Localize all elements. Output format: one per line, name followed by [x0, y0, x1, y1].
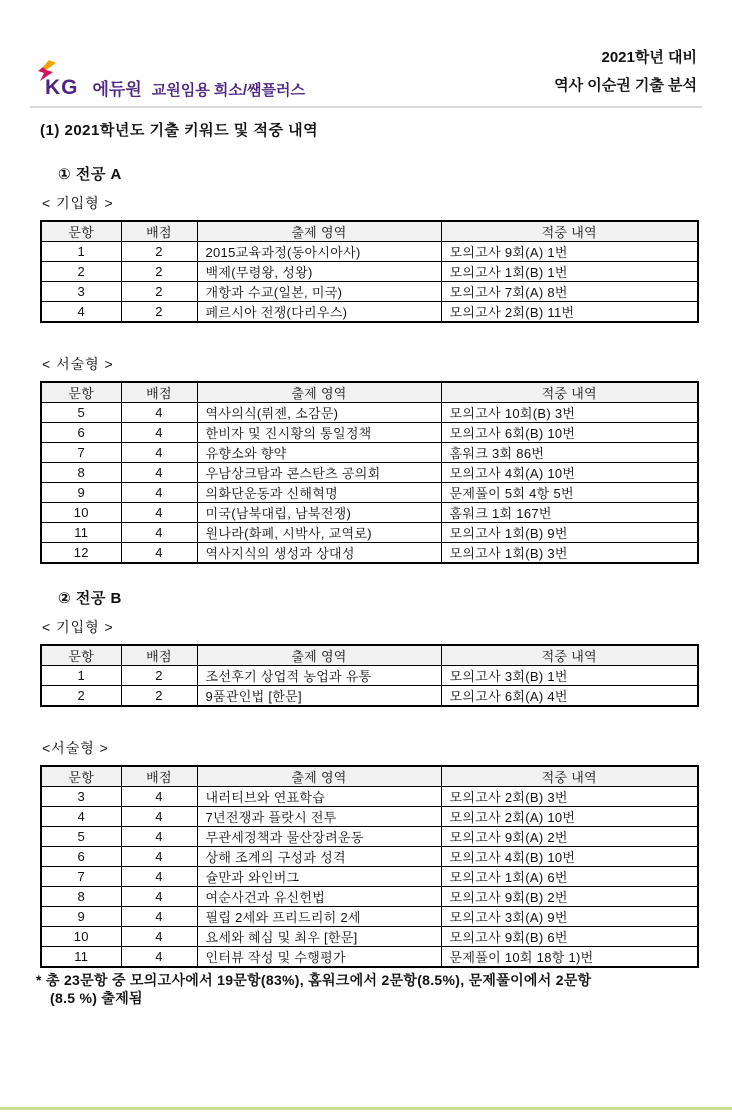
cell-points: 2 [121, 302, 197, 323]
cell-topic: 한비자 및 진시황의 통일정책 [197, 423, 441, 443]
cell-hit-detail: 모의고사 9회(B) 2번 [441, 887, 698, 907]
cell-points: 4 [121, 523, 197, 543]
doc-title-line1: 2021학년 대비 [601, 49, 697, 66]
cell-question-no: 7 [41, 867, 121, 887]
table-header-row [41, 221, 698, 242]
cell-points: 4 [121, 807, 197, 827]
exam-analysis-table [40, 220, 699, 323]
cell-hit-detail: 모의고사 9회(A) 1번 [441, 242, 698, 262]
table-row [41, 543, 698, 564]
cell-topic: 조선후기 상업적 농업과 유통 [197, 666, 441, 686]
column-header: 문항 [41, 382, 121, 403]
cell-question-no: 6 [41, 847, 121, 867]
column-header: 출제 영역 [197, 766, 441, 787]
column-header: 적중 내역 [441, 645, 698, 666]
cell-topic: 의화단운동과 신해혁명 [197, 483, 441, 503]
table-header-row [41, 766, 698, 787]
cell-question-no: 10 [41, 503, 121, 523]
cell-topic: 인터뷰 작성 및 수행평가 [197, 947, 441, 968]
cell-question-no: 9 [41, 907, 121, 927]
cell-topic: 역사의식(뤼젠, 소감문) [197, 403, 441, 423]
header-divider [30, 106, 702, 108]
cell-topic: 백제(무령왕, 성왕) [197, 262, 441, 282]
cell-topic: 요세와 혜심 및 최우 [한문] [197, 927, 441, 947]
cell-question-no: 1 [41, 242, 121, 262]
cell-hit-detail: 문제풀이 5회 4항 5번 [441, 483, 698, 503]
table-row [41, 787, 698, 807]
table-row [41, 503, 698, 523]
table-row [41, 463, 698, 483]
section-label: ② 전공 B [58, 590, 122, 607]
document-body [0, 119, 732, 1007]
column-header: 문항 [41, 645, 121, 666]
cell-hit-detail: 모의고사 1회(B) 3번 [441, 543, 698, 564]
cell-hit-detail: 모의고사 6회(A) 4번 [441, 686, 698, 707]
column-header: 배점 [121, 645, 197, 666]
cell-points: 4 [121, 787, 197, 807]
cell-points: 4 [121, 403, 197, 423]
cell-hit-detail: 모의고사 2회(A) 10번 [441, 807, 698, 827]
cell-points: 4 [121, 423, 197, 443]
question-type-label: < 기입형 > [42, 195, 114, 211]
exam-analysis-table [40, 765, 699, 968]
cell-hit-detail: 모의고사 1회(B) 9번 [441, 523, 698, 543]
cell-topic: 우남상크탐과 콘스탄츠 공의회 [197, 463, 441, 483]
table-row [41, 666, 698, 686]
cell-question-no: 10 [41, 927, 121, 947]
cell-hit-detail: 모의고사 1회(A) 6번 [441, 867, 698, 887]
cell-points: 2 [121, 282, 197, 302]
table-header-row [41, 645, 698, 666]
column-header: 배점 [121, 382, 197, 403]
cell-topic: 원나라(화폐, 시박사, 교역로) [197, 523, 441, 543]
cell-topic: 9품관인법 [한문] [197, 686, 441, 707]
cell-topic: 무관세정책과 물산장려운동 [197, 827, 441, 847]
cell-topic: 페르시아 전쟁(다리우스) [197, 302, 441, 323]
cell-question-no: 4 [41, 302, 121, 323]
sections-host [40, 163, 697, 968]
cell-points: 4 [121, 907, 197, 927]
column-header: 적중 내역 [441, 382, 698, 403]
kg-logo-text: KG [45, 76, 79, 99]
cell-topic: 미국(남북대립, 남북전쟁) [197, 503, 441, 523]
table-row [41, 403, 698, 423]
cell-hit-detail: 문제풀이 10회 18항 1)번 [441, 947, 698, 968]
section-label: ① 전공 A [58, 166, 122, 183]
cell-points: 4 [121, 847, 197, 867]
cell-topic: 2015교육과정(동아시아사) [197, 242, 441, 262]
cell-question-no: 5 [41, 403, 121, 423]
table-row [41, 423, 698, 443]
cell-topic: 개항과 수교(일본, 미국) [197, 282, 441, 302]
cell-hit-detail: 모의고사 2회(B) 11번 [441, 302, 698, 323]
cell-points: 2 [121, 686, 197, 707]
kg-eduone-logo [45, 75, 305, 100]
cell-points: 4 [121, 827, 197, 847]
cell-topic: 역사지식의 생성과 상대성 [197, 543, 441, 564]
exam-section [40, 587, 697, 968]
table-row [41, 867, 698, 887]
table-row [41, 302, 698, 323]
column-header: 문항 [41, 221, 121, 242]
cell-points: 2 [121, 262, 197, 282]
document-titles [554, 44, 697, 100]
question-type-label: < 기입형 > [42, 619, 114, 635]
cell-hit-detail: 모의고사 2회(B) 3번 [441, 787, 698, 807]
cell-points: 2 [121, 242, 197, 262]
footnote-line2: (8.5 %) 출제됨 [50, 990, 143, 1006]
table-row [41, 887, 698, 907]
table-row [41, 847, 698, 867]
cell-points: 4 [121, 503, 197, 523]
cell-question-no: 2 [41, 686, 121, 707]
table-row [41, 947, 698, 968]
cell-topic: 슐만과 와인버그 [197, 867, 441, 887]
column-header: 적중 내역 [441, 221, 698, 242]
cell-points: 2 [121, 666, 197, 686]
column-header: 출제 영역 [197, 645, 441, 666]
question-type-label: <서술형 > [42, 740, 109, 756]
cell-question-no: 5 [41, 827, 121, 847]
column-header: 적중 내역 [441, 766, 698, 787]
cell-hit-detail: 모의고사 3회(A) 9번 [441, 907, 698, 927]
cell-hit-detail: 모의고사 10회(B) 3번 [441, 403, 698, 423]
table-row [41, 927, 698, 947]
table-row [41, 686, 698, 707]
doc-title-line2: 역사 이순권 기출 분석 [554, 77, 697, 94]
cell-points: 4 [121, 927, 197, 947]
table-row [41, 807, 698, 827]
cell-question-no: 3 [41, 787, 121, 807]
table-row [41, 443, 698, 463]
table-row [41, 242, 698, 262]
cell-topic: 상해 조계의 구성과 성격 [197, 847, 441, 867]
cell-points: 4 [121, 463, 197, 483]
column-header: 출제 영역 [197, 382, 441, 403]
cell-points: 4 [121, 543, 197, 564]
cell-topic: 내러티브와 연표학습 [197, 787, 441, 807]
cell-topic: 필립 2세와 프리드리히 2세 [197, 907, 441, 927]
cell-hit-detail: 모의고사 1회(B) 1번 [441, 262, 698, 282]
cell-question-no: 2 [41, 262, 121, 282]
column-header: 배점 [121, 766, 197, 787]
cell-question-no: 1 [41, 666, 121, 686]
cell-points: 4 [121, 483, 197, 503]
cell-hit-detail: 모의고사 7회(A) 8번 [441, 282, 698, 302]
table-row [41, 827, 698, 847]
table-row [41, 483, 698, 503]
cell-points: 4 [121, 867, 197, 887]
exam-analysis-table [40, 381, 699, 564]
table-row [41, 282, 698, 302]
footnote-line1: * 총 23문항 중 모의고사에서 19문항(83%), 홈워크에서 2문항(8.5%), 문제풀이에서 2문항 [36, 972, 592, 988]
exam-section [40, 163, 697, 564]
cell-question-no: 11 [41, 523, 121, 543]
exam-analysis-table [40, 644, 699, 707]
cell-points: 4 [121, 443, 197, 463]
cell-question-no: 6 [41, 423, 121, 443]
column-header: 문항 [41, 766, 121, 787]
table-row [41, 907, 698, 927]
footnote [36, 971, 697, 1007]
cell-hit-detail: 홈워크 1회 167번 [441, 503, 698, 523]
cell-hit-detail: 홈워크 3회 86번 [441, 443, 698, 463]
cell-question-no: 11 [41, 947, 121, 968]
brand-suffix-text: 교원임용 희소/쌤플러스 [151, 82, 306, 99]
cell-topic: 여순사건과 유신헌법 [197, 887, 441, 907]
main-title: (1) 2021학년도 기출 키워드 및 적중 내역 [40, 122, 319, 139]
cell-hit-detail: 모의고사 9회(B) 6번 [441, 927, 698, 947]
page-bottom-rule [0, 1107, 732, 1110]
cell-question-no: 12 [41, 543, 121, 564]
cell-points: 4 [121, 887, 197, 907]
brand-text: 에듀원 [92, 80, 142, 99]
cell-question-no: 7 [41, 443, 121, 463]
cell-question-no: 9 [41, 483, 121, 503]
table-row [41, 262, 698, 282]
cell-hit-detail: 모의고사 4회(B) 10번 [441, 847, 698, 867]
cell-question-no: 8 [41, 887, 121, 907]
cell-topic: 7년전쟁과 플랏시 전투 [197, 807, 441, 827]
cell-topic: 유향소와 향약 [197, 443, 441, 463]
cell-hit-detail: 모의고사 6회(B) 10번 [441, 423, 698, 443]
question-type-label: < 서술형 > [42, 356, 114, 372]
table-row [41, 523, 698, 543]
column-header: 출제 영역 [197, 221, 441, 242]
cell-hit-detail: 모의고사 9회(A) 2번 [441, 827, 698, 847]
cell-question-no: 3 [41, 282, 121, 302]
cell-hit-detail: 모의고사 3회(B) 1번 [441, 666, 698, 686]
table-header-row [41, 382, 698, 403]
column-header: 배점 [121, 221, 197, 242]
cell-question-no: 4 [41, 807, 121, 827]
cell-points: 4 [121, 947, 197, 968]
page-header [0, 0, 732, 106]
cell-hit-detail: 모의고사 4회(A) 10번 [441, 463, 698, 483]
cell-question-no: 8 [41, 463, 121, 483]
